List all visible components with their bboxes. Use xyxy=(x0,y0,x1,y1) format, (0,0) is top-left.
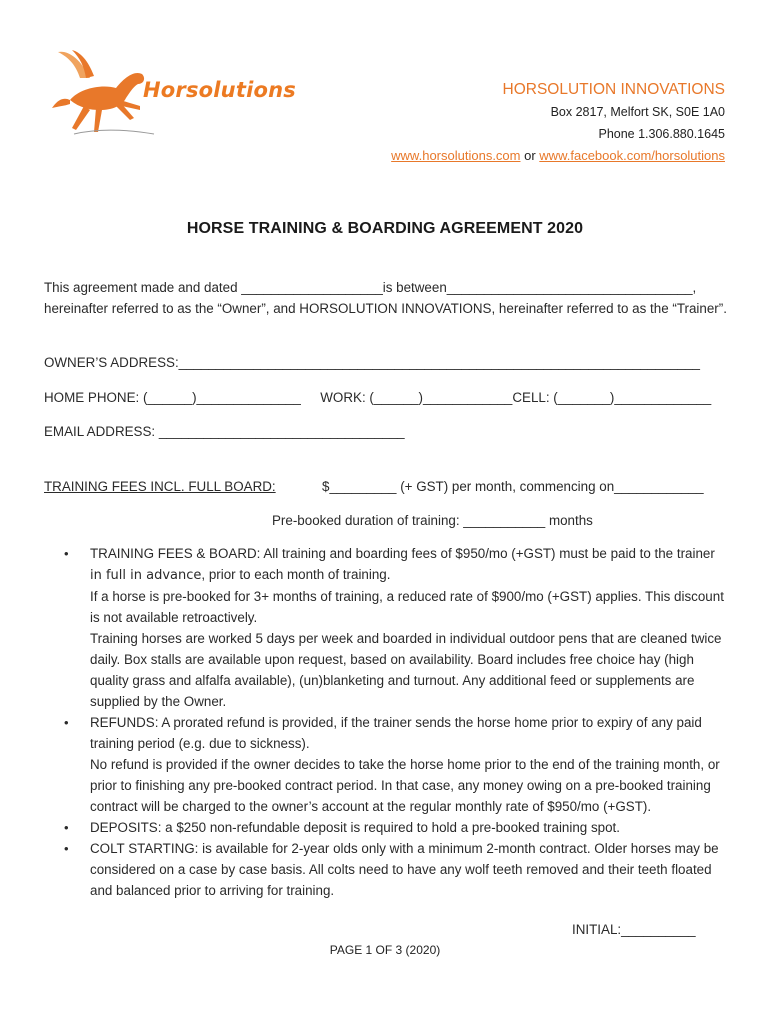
home-phone-field: HOME PHONE: (______)______________ xyxy=(44,390,301,405)
terms-list xyxy=(44,543,730,901)
bullet-icon: • xyxy=(64,715,69,730)
term-fees-board: TRAINING FEES & BOARD: All training and boarding fees of $950/mo (+GST) must be paid to the trainer in full in advance, prior to each month of training. xyxy=(90,546,715,583)
agreement-intro: This agreement made and dated ___________________is between_________________________________, hereinafter referred to as the “Owner”, and HORSOLUTION INNOVATIONS, hereinafter referred to as the “Trainer”. xyxy=(44,280,727,316)
email-field: EMAIL ADDRESS: _________________________________ xyxy=(44,424,405,439)
facebook-link[interactable]: www.facebook.com/horsolutions xyxy=(539,148,725,163)
emphasis-text: in full in advance xyxy=(90,568,202,583)
or-text: or xyxy=(524,148,536,163)
company-logo xyxy=(50,48,300,140)
training-duration: Pre-booked duration of training: ___________ months xyxy=(272,513,593,528)
list-item xyxy=(44,817,730,838)
term-refunds-detail: No refund is provided if the owner decides to take the horse home prior to the end of the training month, or prior to finishing any pre-booked contract period. In that case, any money owing on a pre-booked training contract will be charged to the owner’s account at the regular monthly rate of $950/mo (+GST). xyxy=(90,757,720,814)
company-info xyxy=(391,79,725,167)
term-fees-discount: If a horse is pre-booked for 3+ months of training, a reduced rate of $900/mo (+GST) applies. This discount is not available retroactively. xyxy=(90,589,724,625)
training-fees-label: TRAINING FEES INCL. FULL BOARD: xyxy=(44,479,276,494)
website-link[interactable]: www.horsolutions.com xyxy=(391,148,521,163)
work-cell-phone-field: WORK: (______)____________CELL: (_______)_____________ xyxy=(320,390,712,405)
term-refunds: REFUNDS: A prorated refund is provided, if the trainer sends the horse home prior to expiry of any paid training period (e.g. due to sickness). xyxy=(90,715,702,751)
list-item xyxy=(44,712,730,817)
phone-fields xyxy=(44,387,711,408)
document-title: HORSE TRAINING & BOARDING AGREEMENT 2020 xyxy=(186,220,584,237)
owners-address-field: OWNER’S ADDRESS:______________________________________________________________________ xyxy=(44,355,700,370)
bullet-icon: • xyxy=(64,820,69,835)
term-colt-starting: COLT STARTING: is available for 2-year olds only with a minimum 2-month contract. Older horses may be considered on a case by case basis. All colts need to have any wolf teeth removed and their teeth floated and balanced prior to arriving for training. xyxy=(90,841,719,898)
company-phone: Phone 1.306.880.1645 xyxy=(598,127,725,141)
initial-field: INITIAL:__________ xyxy=(572,922,696,937)
bullet-icon: • xyxy=(64,841,69,856)
company-name: HORSOLUTION INNOVATIONS xyxy=(502,81,725,98)
list-item xyxy=(44,543,730,712)
training-fees-row xyxy=(44,476,734,497)
page-footer: PAGE 1 OF 3 (2020) xyxy=(329,943,441,957)
logo-wordmark: Horsolutions xyxy=(143,78,296,102)
company-links xyxy=(391,145,725,167)
list-item xyxy=(44,838,730,901)
bullet-icon: • xyxy=(64,546,69,561)
term-fees-workload: Training horses are worked 5 days per week and boarded in individual outdoor pens that are cleaned twice daily. Box stalls are available upon request, based on availability. Board includes free choice hay (high quality grass and alfalfa available), (un)blanketing and turnout. Any additional feed or supplements are supplied by the Owner. xyxy=(90,631,722,709)
company-address: Box 2817, Melfort SK, S0E 1A0 xyxy=(550,105,725,119)
training-fees-value: $_________ (+ GST) per month, commencing on____________ xyxy=(322,479,704,494)
term-deposits: DEPOSITS: a $250 non-refundable deposit is required to hold a pre-booked training spot. xyxy=(90,820,621,835)
